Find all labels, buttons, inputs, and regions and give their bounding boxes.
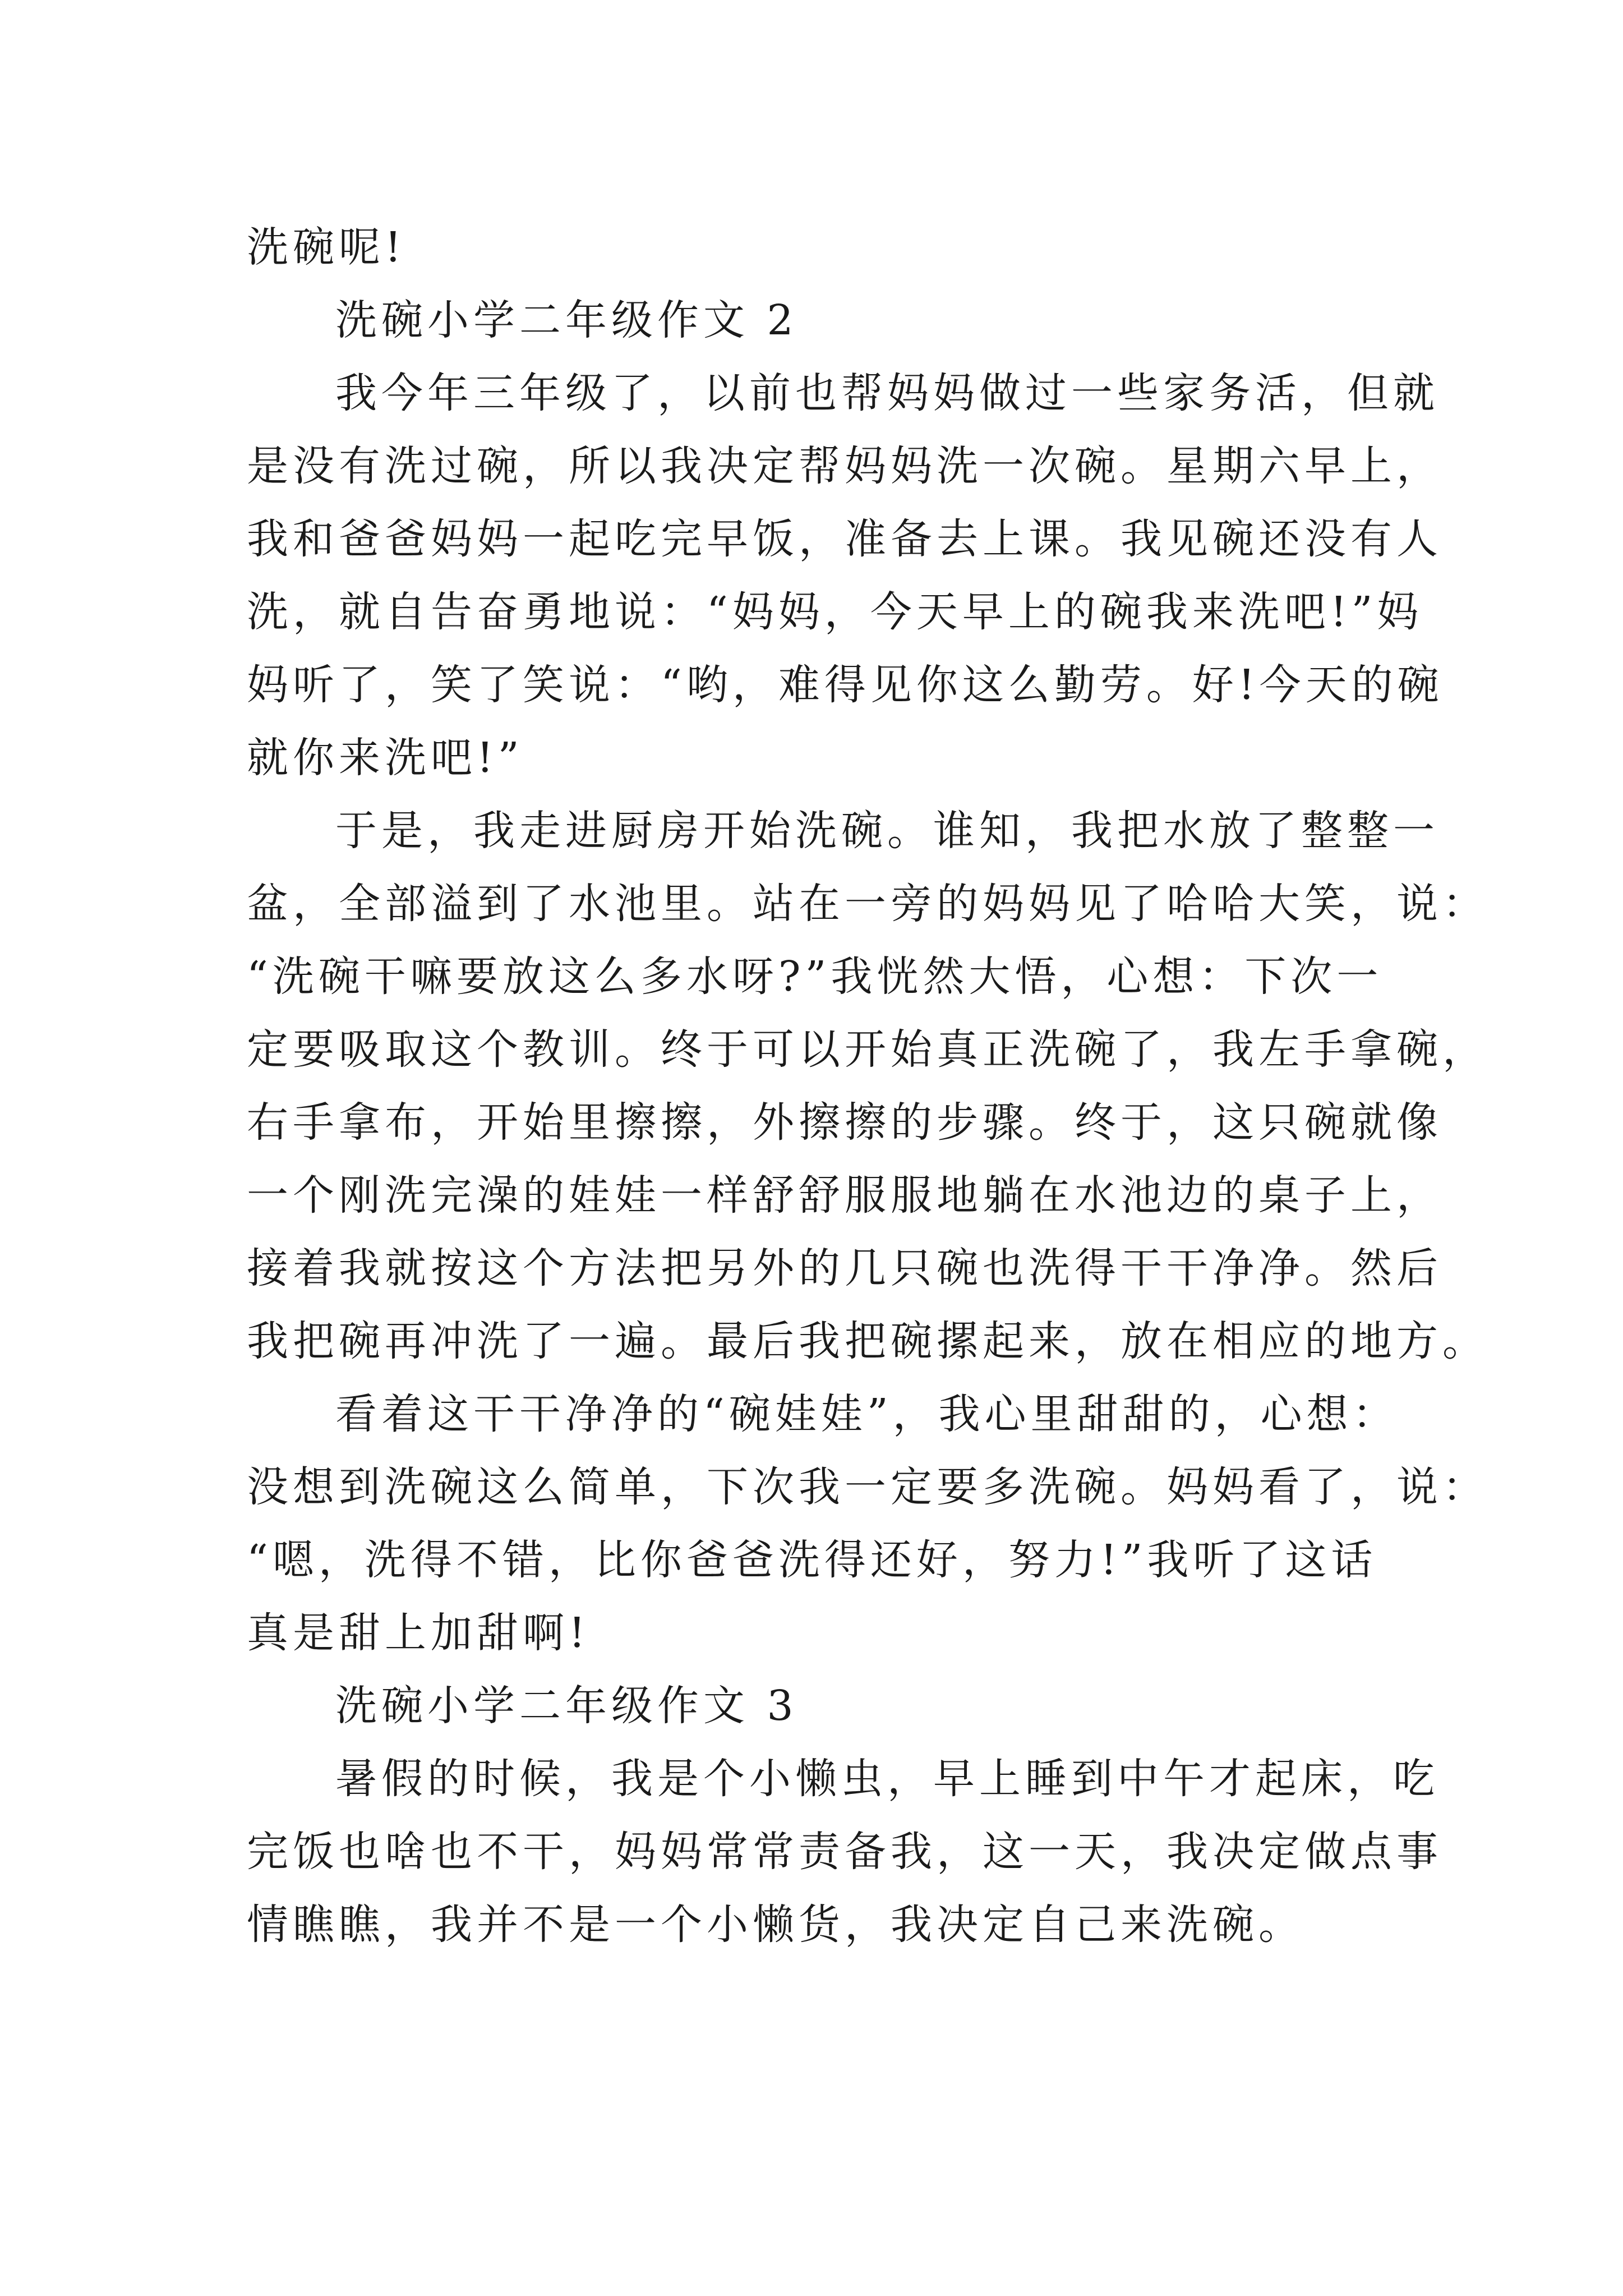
text-line: 定要吸取这个教训。终于可以开始真正洗碗了，我左手拿碗， <box>247 1025 1488 1074</box>
text-line: 我把碗再冲洗了一遍。最后我把碗摞起来，放在相应的地方。 <box>247 1317 1488 1365</box>
text-line: 没想到洗碗这么简单，下次我一定要多洗碗。妈妈看了，说： <box>247 1463 1488 1511</box>
text-line: 真是甜上加甜啊! <box>247 1609 590 1657</box>
text-line: 右手拿布，开始里擦擦，外擦擦的步骤。终于，这只碗就像 <box>247 1098 1442 1147</box>
text-line: “洗碗干嘛要放这么多水呀?”我恍然大悟，心想：下次一 <box>247 953 1383 1001</box>
section-heading: 洗碗小学二年级作文 3 <box>335 1682 798 1730</box>
text-line: 洗碗呢! <box>247 223 406 272</box>
text-line: 暑假的时候，我是个小懒虫，早上睡到中午才起床，吃 <box>335 1755 1439 1803</box>
section-heading: 洗碗小学二年级作文 2 <box>335 296 798 344</box>
text-line: 盆，全部溢到了水池里。站在一旁的妈妈见了哈哈大笑，说： <box>247 880 1488 928</box>
text-line: 看着这干干净净的“碗娃娃”，我心里甜甜的，心想： <box>335 1390 1399 1438</box>
text-line: 接着我就按这个方法把另外的几只碗也洗得干干净净。然后 <box>247 1244 1442 1292</box>
text-line: 我今年三年级了，以前也帮妈妈做过一些家务活，但就 <box>335 369 1439 417</box>
text-line: 我和爸爸妈妈一起吃完早饭，准备去上课。我见碗还没有人 <box>247 515 1442 563</box>
text-line: 洗，就自告奋勇地说：“妈妈，今天早上的碗我来洗吧!”妈 <box>247 588 1423 636</box>
text-line: 情瞧瞧，我并不是一个小懒货，我决定自己来洗碗。 <box>247 1901 1304 1949</box>
text-line: 妈听了，笑了笑说：“哟，难得见你这么勤劳。好!今天的碗 <box>247 661 1444 709</box>
text-line: 于是，我走进厨房开始洗碗。谁知，我把水放了整整一 <box>335 807 1439 855</box>
text-line: “嗯，洗得不错，比你爸爸洗得还好，努力!”我听了这话 <box>247 1536 1377 1584</box>
text-line: 是没有洗过碗，所以我决定帮妈妈洗一次碗。星期六早上， <box>247 442 1442 490</box>
text-line: 就你来洗吧!” <box>247 734 524 782</box>
text-line: 一个刚洗完澡的娃娃一样舒舒服服地躺在水池边的桌子上， <box>247 1171 1442 1220</box>
text-line: 完饭也啥也不干，妈妈常常责备我，这一天，我决定做点事 <box>247 1828 1442 1876</box>
